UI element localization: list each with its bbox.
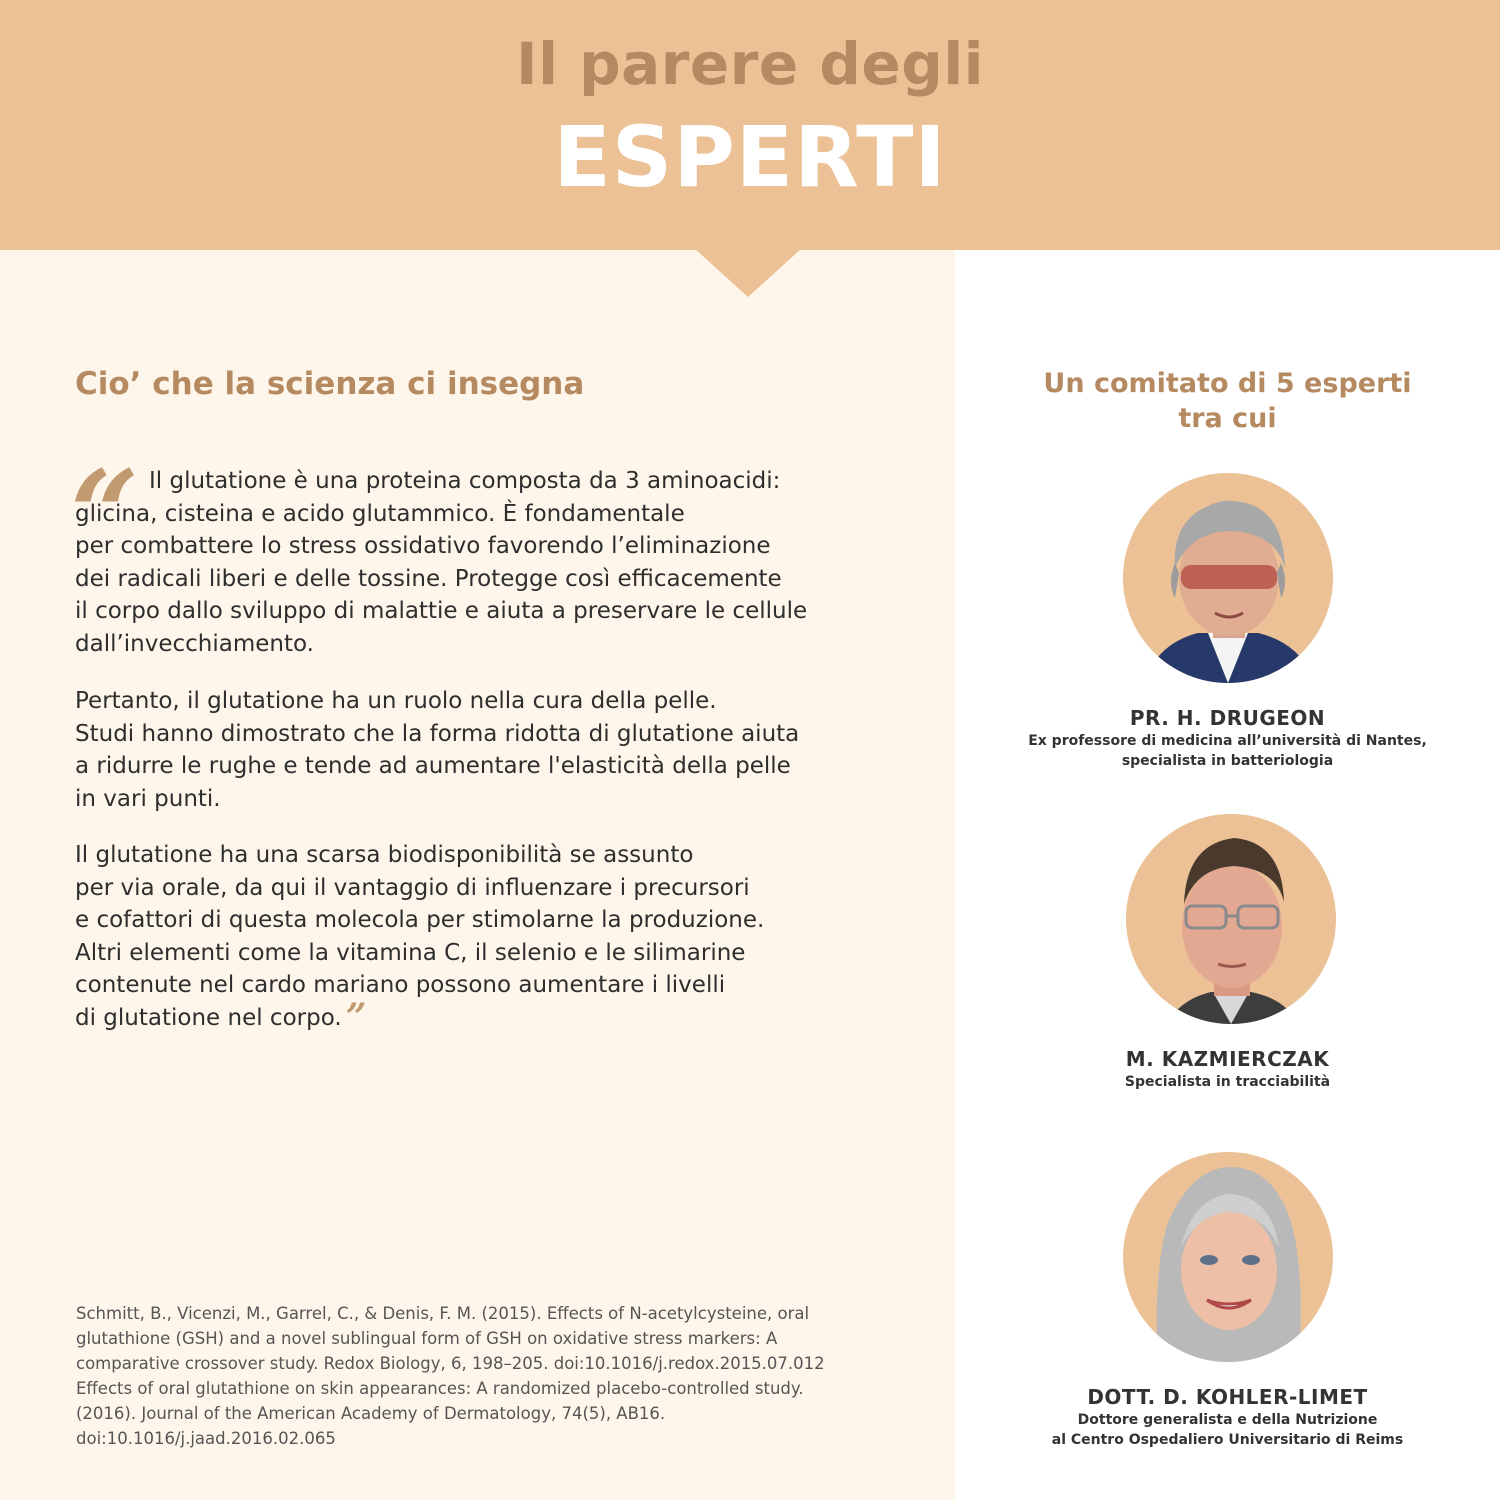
committee-title: Un comitato di 5 esperti tra cui <box>1043 368 1412 434</box>
expert-name-kazmierczak: M. KAZMIERCZAK <box>1125 1047 1330 1071</box>
open-quote-icon: “ <box>70 444 140 585</box>
expert-description-kazmierczak: Specialista in tracciabilità <box>1124 1074 1331 1090</box>
expert-photo-kohler-limet <box>1123 1152 1333 1362</box>
expert-photo-drugeon <box>1123 473 1333 683</box>
banner-pointer-arrow <box>695 249 801 297</box>
close-quote-icon: ” <box>345 995 367 1038</box>
title-line-2: ESPERTI <box>553 108 947 206</box>
science-paragraph-3 <box>75 839 895 1038</box>
expert-description-drugeon: Ex professore di medicina all’università di Nantes, specialista in batteriologia <box>1028 733 1427 769</box>
science-heading: Cio’ che la scienza ci insegna <box>75 366 585 402</box>
expert-name-drugeon: PR. H. DRUGEON <box>1129 706 1326 730</box>
expert-description-kohler-limet: Dottore generalista e della Nutrizione al Centro Ospedaliero Universitario di Reims <box>1051 1412 1404 1448</box>
science-paragraph-2: Pertanto, il glutatione ha un ruolo nella cura della pelle. Studi hanno dimostrato che la forma ridotta di glutatione aiuta a ridurre le rughe e tende ad aumentare l'elasticità della pelle in vari punti. <box>75 688 800 812</box>
science-paragraph-3-text: Il glutatione ha una scarsa biodisponibilità se assunto per via orale, da qui il vantaggio di influenzare i precursori e cofattori di questa molecola per stimolarne la produzione. Altri elementi come la vitamina C, il selenio e le silimarine contenute nel cardo mariano possono aumentare i livelli di glutatione nel corpo. <box>75 842 765 1031</box>
header-banner <box>0 0 1500 250</box>
title-line-1: Il parere degli <box>515 30 985 98</box>
references-text: Schmitt, B., Vicenzi, M., Garrel, C., & Denis, F. M. (2015). Effects of N-acetylcysteine, oral glutathione (GSH) and a novel sublingual form of GSH on oxidative stress markers: A comparative crossover study. Redox Biology, 6, 198–205. doi:10.1016/j.redox.2015.07.012 Effects of oral glutathione on skin appearances: A randomized placebo-controlled study. (2016). Journal of the American Academy of Dermatology, 74(5), AB16. doi:10.1016/j.jaad.2016.02.065 <box>76 1304 825 1448</box>
expert-photo-kazmierczak <box>1126 814 1336 1024</box>
science-paragraph-1: Il glutatione è una proteina composta da 3 aminoacidi: glicina, cisteina e acido glutammico. È fondamentale per combattere lo stress ossidativo favorendo l’eliminazione dei radicali liberi e delle tossine. Protegge così efficacemente il corpo dallo sviluppo di malattie e aiuta a preservare le cellule dall’invecchiamento. <box>75 468 808 657</box>
expert-name-kohler-limet: DOTT. D. KOHLER-LIMET <box>1087 1385 1368 1409</box>
